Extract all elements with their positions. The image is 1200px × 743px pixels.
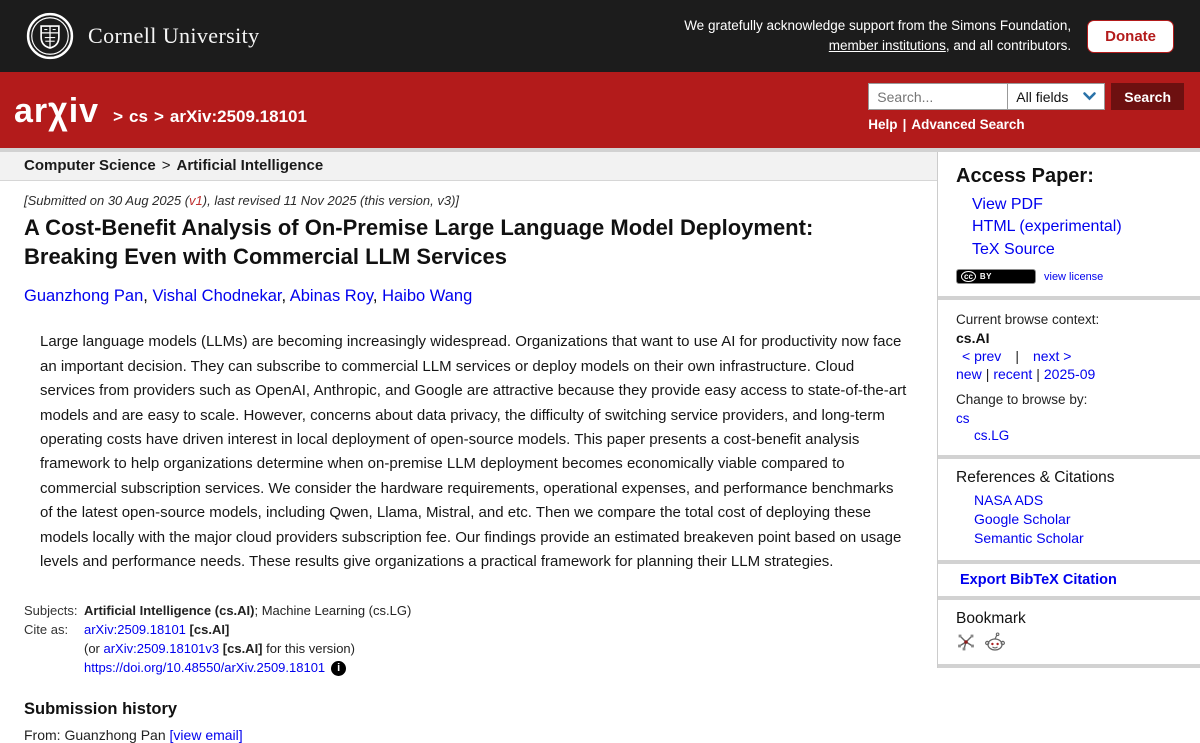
references-citations-box xyxy=(938,459,1200,564)
breadcrumb-separator: > xyxy=(113,107,124,126)
search-button[interactable]: Search xyxy=(1111,83,1184,110)
version-tag: [cs.AI] xyxy=(222,640,263,656)
navline-divider: | xyxy=(985,365,990,382)
nasa-ads-link[interactable]: NASA ADS xyxy=(974,492,1044,509)
view-license-link[interactable]: view license xyxy=(1044,270,1104,283)
cite-as-label: Cite as: xyxy=(24,621,69,637)
breadcrumb-separator: > xyxy=(153,107,164,126)
view-email-link[interactable]: [view email] xyxy=(169,726,243,743)
paper-title: A Cost-Benefit Analysis of On-Premise Large Language Model Deployment: Breaking Even with Commercial LLM Services xyxy=(24,215,814,269)
semantic-scholar-link[interactable]: Semantic Scholar xyxy=(974,530,1084,547)
browse-context-box xyxy=(938,300,1200,459)
view-pdf-link[interactable]: View PDF xyxy=(972,196,1043,213)
subject-primary: Computer Science xyxy=(24,157,156,174)
cite-tag: [cs.AI] xyxy=(189,621,230,637)
google-scholar-link[interactable]: Google Scholar xyxy=(974,511,1071,528)
support-line2: , and all contributors. xyxy=(945,38,1072,53)
access-paper-heading: Access Paper: xyxy=(956,165,1094,187)
breadcrumb-cs-link[interactable]: cs xyxy=(129,107,148,126)
author-link[interactable]: Abinas Roy xyxy=(289,287,373,306)
tex-source-link[interactable]: TeX Source xyxy=(972,240,1055,258)
cite-as-value xyxy=(84,622,937,637)
change-browse-label: Change to browse by: xyxy=(956,391,1088,407)
search-scope-value: All fields xyxy=(1016,88,1069,105)
prevnext-divider: | xyxy=(1015,347,1019,364)
recent-link[interactable]: recent xyxy=(993,365,1033,382)
browse-cslg-link[interactable]: cs.LG xyxy=(974,428,1010,444)
doi-line xyxy=(84,660,937,676)
help-divider: | xyxy=(902,117,907,132)
month-link[interactable]: 2025-09 xyxy=(1043,365,1096,382)
subject-separator: > xyxy=(161,157,171,174)
version-line xyxy=(84,641,937,656)
html-experimental-link[interactable]: HTML (experimental) xyxy=(972,218,1122,236)
submission-dateline xyxy=(24,193,913,208)
help-link[interactable]: Help xyxy=(868,117,898,132)
cc-by-label: BY xyxy=(979,272,993,282)
info-icon[interactable]: i xyxy=(331,661,346,676)
author-link[interactable]: Vishal Chodnekar xyxy=(152,287,282,306)
browse-cs-link[interactable]: cs xyxy=(956,411,970,427)
cornell-brand[interactable] xyxy=(26,12,260,60)
arxiv-banner xyxy=(0,72,1200,148)
export-bibtex-box xyxy=(938,564,1200,600)
new-link[interactable]: new xyxy=(956,365,982,382)
donate-button[interactable]: Donate xyxy=(1087,20,1174,53)
browse-context-label: Current browse context: xyxy=(956,312,1100,328)
references-heading: References & Citations xyxy=(956,469,1115,487)
cornell-wordmark: Cornell University xyxy=(88,23,260,48)
browse-context-value: cs.AI xyxy=(956,329,990,346)
submission-from-line xyxy=(24,727,913,743)
dateline-suffix: ), last revised 11 Nov 2025 (this version, v3)] xyxy=(202,193,460,208)
cc-icon: cc xyxy=(961,271,976,282)
dateline-prefix: [Submitted on 30 Aug 2025 ( xyxy=(24,193,190,208)
member-institutions-link[interactable]: member institutions xyxy=(828,38,946,53)
export-bibtex-link[interactable]: Export BibTeX Citation xyxy=(960,571,1117,588)
doi-link[interactable]: https://doi.org/10.48550/arXiv.2509.18101 xyxy=(84,659,326,675)
version-v1-link[interactable]: v1 xyxy=(189,193,203,208)
advanced-search-link[interactable]: Advanced Search xyxy=(911,117,1025,132)
from-text: From: Guanzhong Pan xyxy=(24,726,170,743)
bookmark-box xyxy=(938,600,1200,668)
breadcrumb-paper-id: arXiv:2509.18101 xyxy=(169,107,307,126)
cornell-seal-icon xyxy=(26,12,74,60)
sidebar xyxy=(937,152,1200,668)
reddit-icon[interactable] xyxy=(984,632,1006,652)
authors-list: Guanzhong Pan, Vishal Chodnekar, Abinas Roy, Haibo Wang xyxy=(24,287,473,306)
support-acknowledgement xyxy=(684,16,1071,57)
navline-divider: | xyxy=(1036,365,1040,382)
author-link[interactable]: Guanzhong Pan xyxy=(24,287,144,306)
paper-metadata xyxy=(24,603,937,676)
submission-history-heading: Submission history xyxy=(24,699,178,718)
bibsonomy-icon[interactable] xyxy=(956,632,976,652)
support-line1: We gratefully acknowledge support from the Simons Foundation, xyxy=(684,17,1072,33)
version-prefix: (or xyxy=(84,640,104,656)
search-scope-select[interactable] xyxy=(1008,83,1105,110)
subject-heading xyxy=(0,152,937,181)
search-input[interactable] xyxy=(868,83,1008,110)
subjects-primary: Artificial Intelligence (cs.AI) xyxy=(84,602,255,618)
search-help-row xyxy=(868,117,1184,132)
author-link[interactable]: Haibo Wang xyxy=(382,287,473,306)
abstract-page-main xyxy=(0,152,937,743)
next-link[interactable]: next > xyxy=(1032,347,1072,364)
bookmark-heading: Bookmark xyxy=(956,609,1026,627)
chevron-down-icon xyxy=(1083,92,1096,101)
abstract-text: Large language models (LLMs) are becoming increasingly widespread. Organizations that want to use AI for productivity now face an important decision. They can subscribe to commercial LLM services or deploy models on their own infrastructure. Cloud services from providers such as OpenAI, Anthropic, and Google are attractive because they provide easy access to state-of-the-art models and are easy to scale. However, concerns about data privacy, the difficulty of switching service providers, and long-term operating costs have driven interest in local deployment of open-source models. This paper presents a cost-benefit analysis framework to help organizations determine when on-premise LLM deployment becomes economically viable compared to commercial subscription services. We consider the hardware requirements, operational expenses, and performance benchmarks of the latest open-source models, including Qwen, Llama, Mistral, and etc. Then we compare the total cost of deploying these models locally with the major cloud providers subscription fee. Our findings provide an estimated breakeven point based on usage levels and performance needs. These results give organizations a practical framework for planning their LLM strategies. xyxy=(40,333,907,571)
prev-link[interactable]: < prev xyxy=(962,347,1002,364)
access-paper-box xyxy=(938,152,1200,300)
subjects-rest: ; Machine Learning (cs.LG) xyxy=(254,602,412,618)
version-suffix: for this version) xyxy=(262,640,355,656)
cite-arxiv-link[interactable]: arXiv:2509.18101 xyxy=(84,621,186,637)
breadcrumb xyxy=(107,107,307,127)
subjects-label: Subjects: xyxy=(24,602,78,618)
search-widget xyxy=(868,83,1184,132)
subjects-value xyxy=(84,603,937,618)
version-arxiv-link[interactable]: arXiv:2509.18101v3 xyxy=(103,640,220,656)
subject-secondary: Artificial Intelligence xyxy=(176,157,324,174)
cc-license-badge[interactable] xyxy=(956,269,1036,284)
site-header xyxy=(0,0,1200,72)
arxiv-logo[interactable]: arχiv xyxy=(14,89,100,133)
